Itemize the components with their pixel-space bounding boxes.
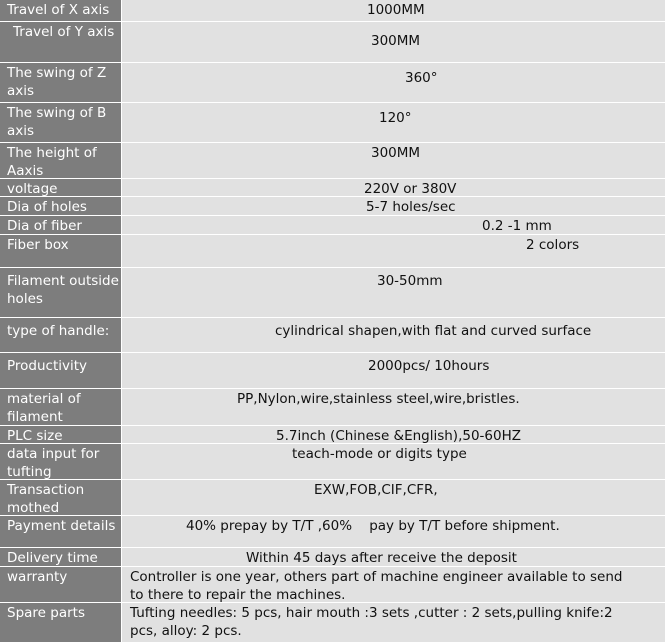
- spec-value: [122, 426, 665, 443]
- spec-value-text: 40% prepay by T/T ,60% pay by T/T before shipment.: [186, 518, 560, 534]
- spec-value-text: teach-mode or digits type: [292, 446, 467, 462]
- spec-value: [122, 516, 665, 547]
- spec-label: Dia of holes: [0, 197, 122, 215]
- spec-row-height-a: [0, 143, 665, 179]
- spec-value: [122, 216, 665, 234]
- spec-row-data-input: [0, 444, 665, 480]
- spec-label: Travel of X axis: [0, 0, 122, 21]
- spec-row-swing-z: [0, 63, 665, 103]
- spec-value-text: cylindrical shapen,with flat and curved surface: [275, 323, 592, 339]
- spec-value-text: 0.2 -1 mm: [482, 218, 552, 234]
- spec-label: Spare parts: [0, 603, 122, 642]
- spec-label: warranty: [0, 567, 122, 602]
- spec-value-text: 360°: [405, 70, 438, 86]
- spec-label: voltage: [0, 179, 122, 196]
- spec-label: Fiber box: [0, 235, 122, 267]
- spec-value-text: Tufting needles: 5 pcs, hair mouth :3 sets ,cutter : 2 sets,pulling knife:2 pcs, alloy: 2 pcs.: [122, 603, 665, 642]
- spec-row-travel-y: [0, 22, 665, 63]
- spec-label: The height of Aaxis: [0, 143, 122, 178]
- spec-value-text: 30-50mm: [377, 273, 443, 289]
- spec-row-dia-fiber: [0, 216, 665, 235]
- spec-row-warranty: [0, 567, 665, 603]
- spec-label: Dia of fiber: [0, 216, 122, 234]
- spec-value: [122, 197, 665, 215]
- spec-value: [122, 0, 665, 21]
- spec-label: Filament outside holes: [0, 268, 122, 317]
- spec-value: [122, 179, 665, 196]
- spec-row-travel-x: [0, 0, 665, 22]
- spec-row-spare-parts: [0, 603, 665, 642]
- spec-row-filament-outside: [0, 268, 665, 318]
- spec-row-payment: [0, 516, 665, 548]
- spec-row-handle-type: [0, 318, 665, 353]
- spec-value-text: 220V or 380V: [364, 181, 457, 196]
- spec-value-text: Controller is one year, others part of machine engineer available to send to there to repair the machines.: [122, 567, 665, 602]
- spec-row-transaction: [0, 480, 665, 516]
- spec-label: Travel of Y axis: [0, 22, 122, 62]
- spec-label: Productivity: [0, 353, 122, 388]
- spec-value: [122, 235, 665, 267]
- spec-label: The swing of B axis: [0, 103, 122, 142]
- spec-value: [122, 548, 665, 566]
- spec-value-text: 120°: [379, 110, 412, 126]
- spec-value-text: 300MM: [371, 145, 421, 161]
- spec-value-text: 2000pcs/ 10hours: [368, 358, 490, 374]
- spec-row-productivity: [0, 353, 665, 389]
- spec-label: type of handle:: [0, 318, 122, 352]
- spec-value-text: EXW,FOB,CIF,CFR,: [314, 482, 438, 498]
- spec-value-text: 1000MM: [367, 2, 425, 18]
- spec-value: [122, 268, 665, 317]
- spec-label: Delivery time: [0, 548, 122, 566]
- spec-row-swing-b: [0, 103, 665, 143]
- spec-label: Transaction mothed: [0, 480, 122, 515]
- spec-value-text: 300MM: [371, 33, 421, 49]
- spec-value: [122, 103, 665, 142]
- spec-label: PLC size: [0, 426, 122, 443]
- spec-value: [122, 353, 665, 388]
- spec-value-text: 5-7 holes/sec: [366, 199, 456, 215]
- spec-value: [122, 22, 665, 62]
- spec-value-text: 2 colors: [526, 237, 580, 253]
- spec-label: The swing of Z axis: [0, 63, 122, 102]
- spec-value: [122, 143, 665, 178]
- spec-value: [122, 444, 665, 479]
- spec-value-text: PP,Nylon,wire,stainless steel,wire,bristles.: [237, 391, 520, 407]
- spec-row-dia-holes: [0, 197, 665, 216]
- spec-value-text: 5.7inch (Chinese &English),50-60HZ: [276, 428, 521, 443]
- spec-row-voltage: [0, 179, 665, 197]
- spec-value: [122, 318, 665, 352]
- spec-label: Payment details: [0, 516, 122, 547]
- spec-value-text: Within 45 days after receive the deposit: [246, 550, 517, 566]
- spec-value: [122, 63, 665, 102]
- spec-label: material of filament: [0, 389, 122, 425]
- spec-row-fiber-box: [0, 235, 665, 268]
- spec-row-delivery: [0, 548, 665, 567]
- spec-row-plc-size: [0, 426, 665, 444]
- spec-label: data input for tufting: [0, 444, 122, 479]
- spec-row-material: [0, 389, 665, 426]
- spec-value: [122, 480, 665, 515]
- spec-value: [122, 389, 665, 425]
